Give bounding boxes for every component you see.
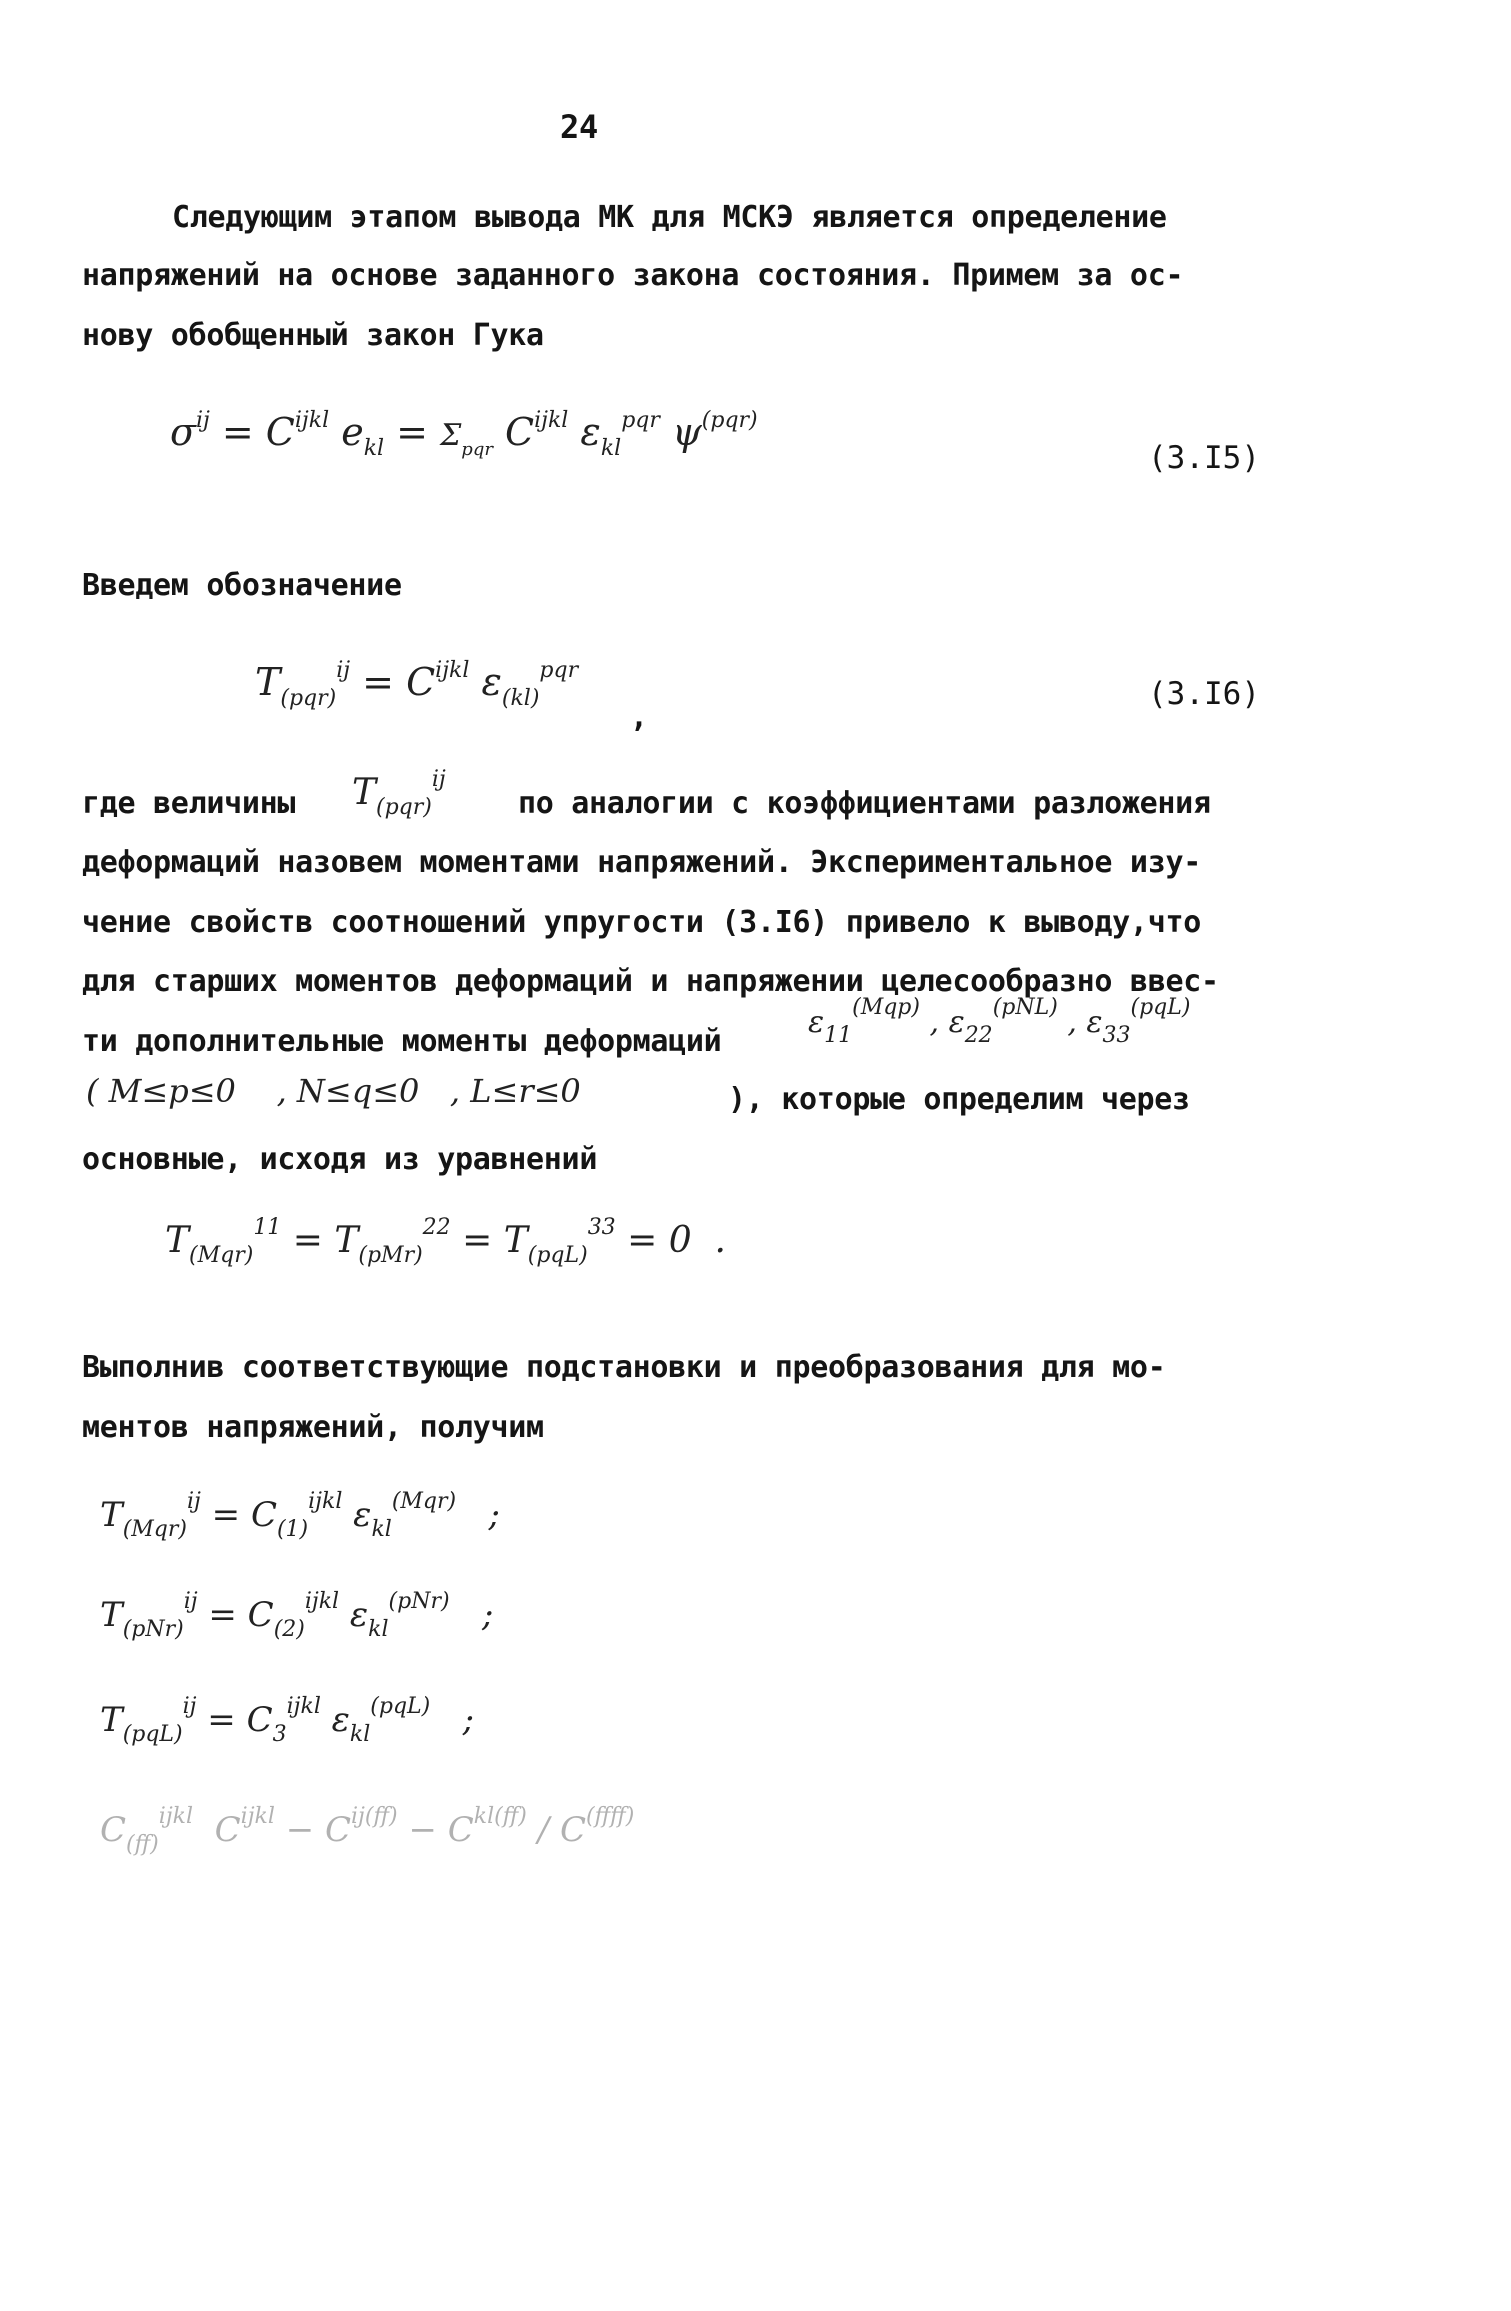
paragraph-2-line-3: чение свойств соотношений упругости (3.I6) привело к выводу,что: [82, 905, 1201, 940]
equation-3-16-number: (3.I6): [1148, 676, 1260, 712]
equation-3-15-number: (3.I5): [1148, 440, 1260, 476]
paragraph-3-line-1: Выполнив соответствующие подстановки и преобразования для мо-: [82, 1350, 1166, 1385]
paragraph-3-line-2: ментов напряжений, получим: [82, 1410, 544, 1445]
page-number: 24: [560, 108, 598, 146]
index-ranges: ( M≤p≤0 , N≤q≤0 , L≤r≤0: [86, 1072, 612, 1110]
paragraph-2-line-2: деформаций назовем моментами напряжений. Экспериментальное изу-: [82, 845, 1201, 880]
extra-strain-moments: $\varepsilon_{11}^{(Mqp)}$ , $\varepsilon_{22}^{(pNL)}$ , $\varepsilon_{33}^{(pqL)}$: [808, 995, 1191, 1048]
paragraph-2-line-7: основные, исходя из уравнений: [82, 1142, 598, 1177]
equation-3-16-comma: ,: [630, 700, 648, 735]
paragraph-1-line-3: нову обобщенный закон Гука: [82, 318, 544, 353]
paragraph-1-line-1: Следующим этапом вывода МК для МСКЭ является определение: [172, 200, 1167, 235]
paragraph-1-line-2: напряжений на основе заданного закона состояния. Примем за ос-: [82, 258, 1184, 293]
paragraph-2-line-1b: по аналогии с коэффициентами разложения: [518, 786, 1211, 821]
paragraph-2-line-4: для старших моментов деформаций и напряжении целесообразно ввес-: [82, 964, 1219, 999]
paragraph-2-line-5: ти дополнительные моменты деформаций: [82, 1024, 722, 1059]
equation-3-15: $\sigma^{ij} = C^{ijkl}$ $e_{kl} = \Sigma_{pqr}$ $C^{ijkl}$ $\varepsilon_{kl}^{pqr}$ $\psi^{(pqr)}$: [170, 408, 758, 461]
result-equation-4-faint: $C_{(ff)}^{ijkl}$ $C^{ijkl} - C^{ij(ff)} - C^{kl(ff)} / C^{(ffff)}$: [100, 1804, 635, 1857]
result-equation-2: $T_{(pNr)}^{ij} = C_{(2)}^{ijkl}$ $\varepsilon_{kl}^{(pNr)}$ ;: [100, 1589, 494, 1642]
result-equation-3: $T_{(pqL)}^{ij} = C_3^{ijkl}$ $\varepsilon_{kl}^{(pqL)}$ ;: [100, 1694, 475, 1747]
paragraph-2-line-1a: где величины: [82, 786, 296, 821]
result-equation-1: $T_{(Mqr)}^{ij} = C_{(1)}^{ijkl}$ $\varepsilon_{kl}^{(Mqr)}$ ;: [100, 1489, 500, 1542]
intro-notation: Введем обозначение: [82, 568, 402, 603]
symbol-T-pqr-inline: $T_{(pqr)}^{ij}$: [352, 767, 446, 820]
equation-zero-moments: $T_{(Mqr)}^{11} = T_{(pMr)}^{22} = T_{(pqL)}^{33} = 0$ .: [165, 1215, 726, 1268]
paragraph-2-line-6-end: ), которые определим через: [728, 1082, 1190, 1117]
equation-3-16: $T_{(pqr)}^{ij} = C^{ijkl}$ $\varepsilon_{(kl)}^{pqr}$: [255, 658, 579, 711]
